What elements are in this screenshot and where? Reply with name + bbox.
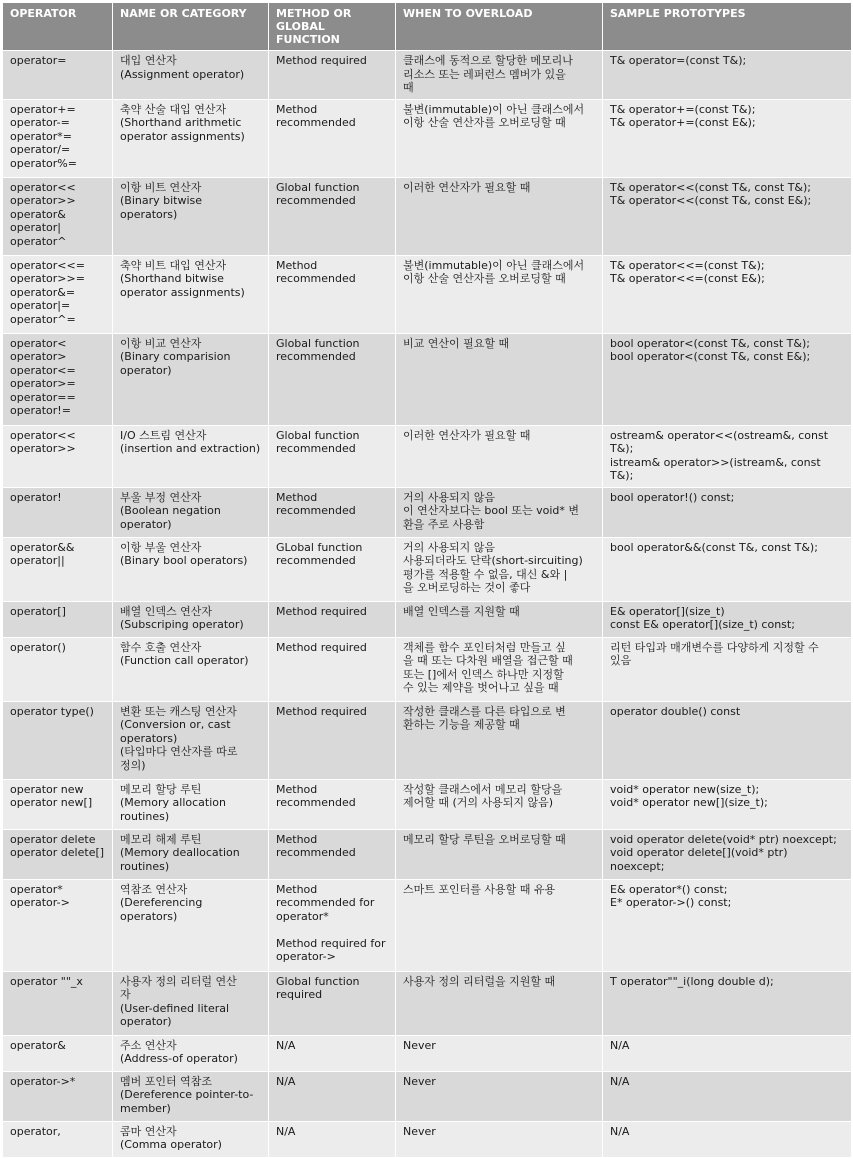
when-to-overload-cell: [396, 701, 603, 779]
operator-cell: [3, 99, 113, 177]
cell-text-line: operator<<=: [10, 258, 85, 272]
cell-text-line: operator ""_x: [10, 974, 83, 988]
operator-cell: [3, 879, 113, 971]
when-to-overload-cell: [396, 829, 603, 879]
sample-prototypes-cell: [603, 879, 852, 971]
operator-cell: [3, 333, 113, 425]
name-or-category-cell: [113, 1121, 269, 1157]
cell-text-line: N/A: [610, 1038, 630, 1052]
cell-text-line: operator new[]: [10, 796, 93, 809]
cell-text-line: operator->*: [10, 1074, 76, 1088]
sample-prototypes-cell: [603, 971, 852, 1035]
table-row: [3, 51, 852, 100]
cell-text-line: operator): [120, 363, 172, 377]
cell-text-line: void* operator new(size_t);: [610, 782, 760, 796]
operator-cell: [3, 1071, 113, 1121]
sample-prototypes-cell: [603, 1071, 852, 1121]
cell-text-line: operator(): [10, 640, 66, 654]
cell-text-line: Global function: [276, 428, 360, 442]
name-or-category-cell: [113, 971, 269, 1035]
sample-prototypes-cell: [603, 487, 852, 537]
cell-text-line: Method: [276, 258, 318, 272]
sample-prototypes-cell: [603, 1035, 852, 1071]
cell-text-line: 거의 사용되지 않음: [403, 490, 496, 504]
table-row: [3, 177, 852, 255]
cell-text-line: 때: [403, 81, 414, 94]
header-name-or-category: NAME OR CATEGORY: [113, 3, 269, 51]
operator-overloading-table: [2, 2, 852, 1158]
table-row: [3, 601, 852, 637]
name-or-category-cell: [113, 425, 269, 487]
cell-text-line: 사용자 정의 리터럴을 지원할 때: [403, 974, 556, 988]
cell-text-line: 주소 연산자: [120, 1038, 177, 1052]
cell-text-line: (Memory allocation: [120, 796, 226, 809]
cell-text-line: Method: [276, 102, 318, 116]
method-or-global-cell: [269, 971, 396, 1035]
operator-cell: [3, 637, 113, 701]
cell-text-line: T& operator=(const T&);: [610, 54, 747, 67]
cell-text-line: operator==: [10, 390, 76, 404]
sample-prototypes-cell: [603, 701, 852, 779]
name-or-category-cell: [113, 1071, 269, 1121]
cell-text-line: operator type(): [10, 704, 94, 718]
cell-text-line: operator>>: [10, 194, 76, 207]
cell-text-line: 배열 인덱스를 지원할 때: [403, 604, 520, 618]
cell-text-line: Method: [276, 490, 318, 504]
cell-text-line: operator>=: [10, 377, 76, 390]
cell-text-line: 이러한 연산자가 필요할 때: [403, 428, 531, 442]
sample-prototypes-cell: [603, 779, 852, 829]
name-or-category-cell: [113, 177, 269, 255]
cell-text-line: Method: [276, 882, 318, 896]
cell-text-line: operator||: [10, 554, 65, 567]
cell-text-line: operator): [120, 517, 172, 531]
cell-text-line: 클래스에 동적으로 할당한 메모리나: [403, 54, 573, 67]
when-to-overload-cell: [396, 1035, 603, 1071]
cell-text-line: 평가를 적용할 수 없음, 대신 &와 |: [403, 567, 568, 581]
table-row: [3, 829, 852, 879]
cell-text-line: (Address-of operator): [120, 1052, 238, 1065]
cell-text-line: T operator""_i(long double d);: [610, 974, 774, 988]
cell-text-line: Never: [403, 1074, 436, 1088]
cell-text-line: (Assignment operator): [120, 67, 245, 81]
cell-text-line: 메모리 할당 루틴을 오버로딩할 때: [403, 832, 566, 846]
cell-text-line: I/O 스트림 연산자: [120, 428, 207, 442]
cell-text-line: operator&: [10, 1038, 66, 1052]
method-or-global-cell: [269, 1071, 396, 1121]
header-row: [3, 3, 852, 51]
cell-text-line: (Binary bool operators): [120, 554, 248, 567]
table-row: [3, 1121, 852, 1157]
when-to-overload-cell: [396, 51, 603, 100]
cell-text-line: 이항 산술 연산자를 오버로딩할 때: [403, 116, 566, 129]
cell-text-line: 메모리 할당 루틴: [120, 782, 202, 796]
name-or-category-cell: [113, 487, 269, 537]
cell-text-line: 환을 주로 사용함: [403, 517, 485, 531]
header-operator: OPERATOR: [3, 3, 113, 51]
cell-text-line: 객체를 함수 포인터처럼 만들고 싶: [403, 640, 566, 654]
cell-text-line: operator>>=: [10, 272, 85, 285]
method-or-global-cell: [269, 601, 396, 637]
cell-text-line: operator delete: [10, 832, 96, 846]
when-to-overload-cell: [396, 99, 603, 177]
cell-text-line: (insertion and extraction): [120, 442, 261, 455]
cell-text-line: 콤마 연산자: [120, 1124, 177, 1138]
cell-text-line: operator double() const: [610, 704, 741, 718]
cell-text-line: 수 있는 제약을 벗어나고 싶을 때: [403, 681, 559, 694]
cell-text-line: (Binary bitwise operators): [120, 194, 206, 221]
cell-text-line: N/A: [276, 1038, 296, 1052]
header-method-or-global-function: METHOD OR GLOBAL FUNCTION: [269, 3, 396, 51]
sample-prototypes-cell: [603, 425, 852, 487]
method-or-global-cell: [269, 637, 396, 701]
cell-text-line: Global function: [276, 336, 360, 350]
when-to-overload-cell: [396, 971, 603, 1035]
cell-text-line: operator->: [276, 950, 336, 963]
cell-text-line: void operator delete(void* ptr) noexcept;: [610, 832, 837, 846]
method-or-global-cell: [269, 1035, 396, 1071]
cell-text-line: 을 오버로딩하는 것이 좋다: [403, 581, 531, 594]
operator-cell: [3, 425, 113, 487]
cell-text-line: operator^=: [10, 312, 76, 326]
cell-text-line: 함수 호출 연산자: [120, 640, 202, 654]
name-or-category-cell: [113, 1035, 269, 1071]
cell-text-line: istream& operator>>(istream&, const T&);: [610, 455, 825, 482]
cell-text-line: operator->: [10, 896, 70, 909]
cell-text-line: N/A: [276, 1124, 296, 1138]
when-to-overload-cell: [396, 537, 603, 601]
when-to-overload-cell: [396, 601, 603, 637]
cell-text-line: operators): [120, 731, 178, 745]
name-or-category-cell: [113, 51, 269, 100]
cell-text-line: recommended: [276, 554, 356, 567]
operator-cell: [3, 971, 113, 1035]
table-row: [3, 537, 852, 601]
cell-text-line: 이항 부울 연산자: [120, 540, 202, 554]
cell-text-line: 환하는 기능을 제공할 때: [403, 718, 520, 731]
sample-prototypes-cell: [603, 177, 852, 255]
cell-text-line: (Dereferencing operators): [120, 896, 206, 923]
cell-text-line: operator%=: [10, 156, 77, 170]
cell-text-line: 제어할 때 (거의 사용되지 않음): [403, 796, 554, 809]
cell-text-line: void operator delete[](void* ptr) noexcept;: [610, 846, 791, 873]
when-to-overload-cell: [396, 177, 603, 255]
cell-text-line: Method: [276, 832, 318, 846]
cell-text-line: (Conversion or, cast: [120, 718, 231, 731]
cell-text-line: (Boolean negation: [120, 504, 221, 517]
method-or-global-cell: [269, 51, 396, 100]
cell-text-line: operator assignments): [120, 129, 245, 143]
cell-text-line: recommended: [276, 504, 356, 517]
method-or-global-cell: [269, 99, 396, 177]
cell-text-line: operator=: [10, 54, 67, 67]
cell-text-line: (Dereference pointer-to-: [120, 1088, 254, 1101]
cell-text-line: 사용되더라도 단락(short-sircuiting): [403, 554, 583, 567]
cell-text-line: bool operator<(const T&, const E&);: [610, 350, 811, 363]
cell-text-line: 이항 비트 연산자: [120, 180, 202, 194]
cell-text-line: (Binary comparision: [120, 350, 231, 363]
cell-text-line: E& operator[](size_t): [610, 604, 725, 618]
cell-text-line: operator assignments): [120, 285, 245, 299]
method-or-global-cell: [269, 1121, 396, 1157]
cell-text-line: T& operator<<(const T&, const E&);: [610, 194, 812, 207]
cell-text-line: 이러한 연산자가 필요할 때: [403, 180, 531, 194]
cell-text-line: (Function call operator): [120, 654, 249, 667]
sample-prototypes-cell: [603, 99, 852, 177]
cell-text-line: operator!=: [10, 404, 71, 417]
cell-text-line: 축약 비트 대입 연산자: [120, 258, 227, 272]
operator-cell: [3, 51, 113, 100]
cell-text-line: Method required: [276, 704, 367, 718]
cell-text-line: 이항 비교 연산자: [120, 336, 202, 350]
sample-prototypes-cell: [603, 637, 852, 701]
cell-text-line: const E& operator[](size_t) const;: [610, 618, 795, 631]
cell-text-line: operator new: [10, 782, 84, 796]
when-to-overload-cell: [396, 637, 603, 701]
cell-text-line: operator/=: [10, 143, 71, 156]
name-or-category-cell: [113, 333, 269, 425]
cell-text-line: operator|: [10, 221, 62, 234]
method-or-global-cell: [269, 487, 396, 537]
cell-text-line: 이항 산술 연산자를 오버로딩할 때: [403, 272, 566, 285]
cell-text-line: operator,: [10, 1124, 61, 1138]
cell-text-line: N/A: [610, 1124, 630, 1138]
sample-prototypes-cell: [603, 537, 852, 601]
cell-text-line: (User-defined literal: [120, 1001, 230, 1015]
cell-text-line: operator<<: [10, 428, 76, 442]
cell-text-line: operator!: [10, 490, 62, 504]
table-header: [3, 3, 852, 51]
cell-text-line: operator-=: [10, 116, 70, 129]
operator-cell: [3, 255, 113, 333]
cell-text-line: T& operator<<(const T&, const T&);: [610, 180, 811, 194]
cell-text-line: operator<=: [10, 363, 76, 377]
cell-text-line: recommended for: [276, 896, 375, 909]
table-row: [3, 1071, 852, 1121]
cell-text-line: N/A: [276, 1074, 296, 1088]
when-to-overload-cell: [396, 1121, 603, 1157]
cell-text-line: 역참조 연산자: [120, 882, 188, 896]
cell-text-line: E* operator->() const;: [610, 896, 732, 909]
cell-text-line: (Shorthand arithmetic: [120, 116, 242, 129]
when-to-overload-cell: [396, 1071, 603, 1121]
name-or-category-cell: [113, 701, 269, 779]
cell-text-line: Method required: [276, 640, 367, 654]
cell-text-line: operator): [120, 1015, 172, 1028]
cell-text-line: Method required for: [276, 936, 386, 950]
sample-prototypes-cell: [603, 333, 852, 425]
cell-text-line: 메모리 해제 루틴: [120, 832, 202, 846]
method-or-global-cell: [269, 537, 396, 601]
when-to-overload-cell: [396, 879, 603, 971]
cell-text-line: operator>: [10, 350, 67, 363]
header-sample-prototypes: SAMPLE PROTOTYPES: [603, 3, 852, 51]
cell-text-line: (Comma operator): [120, 1138, 222, 1151]
cell-text-line: bool operator<(const T&, const T&);: [610, 336, 810, 350]
cell-text-line: ostream& operator<<(ostream&, const T&);: [610, 428, 832, 455]
cell-text-line: GLobal function: [276, 540, 363, 554]
table-row: [3, 487, 852, 537]
cell-text-line: 불변(immutable)이 아닌 클래스에서: [403, 258, 585, 272]
cell-text-line: Global function: [276, 974, 360, 988]
name-or-category-cell: [113, 537, 269, 601]
sample-prototypes-cell: [603, 255, 852, 333]
cell-text-line: 비교 연산이 필요할 때: [403, 336, 510, 350]
cell-text-line: 리턴 타입과 매개변수를 다양하게 지정할 수: [610, 640, 819, 654]
table-row: [3, 333, 852, 425]
operator-cell: [3, 487, 113, 537]
operator-cell: [3, 701, 113, 779]
cell-text-line: 배열 인덱스 연산자: [120, 604, 213, 618]
sample-prototypes-cell: [603, 51, 852, 100]
table-row: [3, 255, 852, 333]
cell-text-line: [276, 923, 388, 937]
sample-prototypes-cell: [603, 601, 852, 637]
cell-text-line: 작성한 클래스를 다른 타입으로 변: [403, 704, 566, 718]
name-or-category-cell: [113, 779, 269, 829]
sample-prototypes-cell: [603, 829, 852, 879]
cell-text-line: 변환 또는 캐스팅 연산자: [120, 704, 237, 718]
operator-cell: [3, 177, 113, 255]
table-row: [3, 971, 852, 1035]
header-when-to-overload: WHEN TO OVERLOAD: [396, 3, 603, 51]
cell-text-line: T& operator+=(const E&);: [610, 116, 756, 129]
cell-text-line: operator*: [10, 882, 63, 896]
cell-text-line: operator<<: [10, 180, 76, 194]
cell-text-line: routines): [120, 809, 170, 823]
when-to-overload-cell: [396, 487, 603, 537]
table-row: [3, 99, 852, 177]
name-or-category-cell: [113, 99, 269, 177]
method-or-global-cell: [269, 333, 396, 425]
cell-text-line: 이 연산자보다는 bool 또는 void* 변: [403, 504, 580, 517]
cell-text-line: recommended: [276, 116, 356, 129]
table-row: [3, 779, 852, 829]
cell-text-line: void* operator new[](size_t);: [610, 796, 768, 809]
cell-text-line: 있음: [610, 654, 632, 667]
cell-text-line: operator[]: [10, 604, 66, 618]
cell-text-line: operator*: [276, 909, 329, 923]
table-row: [3, 701, 852, 779]
when-to-overload-cell: [396, 333, 603, 425]
cell-text-line: T& operator+=(const T&);: [610, 102, 756, 116]
cell-text-line: bool operator&&(const T&, const T&);: [610, 540, 818, 554]
cell-text-line: T& operator<<=(const E&);: [610, 272, 765, 285]
cell-text-line: operator|=: [10, 299, 71, 312]
name-or-category-cell: [113, 637, 269, 701]
cell-text-line: (Subscriping operator): [120, 618, 244, 631]
when-to-overload-cell: [396, 779, 603, 829]
cell-text-line: (Memory deallocation: [120, 846, 240, 859]
cell-text-line: Never: [403, 1038, 436, 1052]
operator-cell: [3, 779, 113, 829]
table-row: [3, 637, 852, 701]
table-body: [3, 51, 852, 1158]
cell-text-line: required: [276, 988, 323, 1001]
cell-text-line: 불변(immutable)이 아닌 클래스에서: [403, 102, 585, 116]
cell-text-line: operator>>: [10, 442, 76, 455]
cell-text-line: (타입마다 연산자를 따로: [120, 745, 238, 758]
method-or-global-cell: [269, 779, 396, 829]
name-or-category-cell: [113, 829, 269, 879]
cell-text-line: 축약 산술 대입 연산자: [120, 102, 227, 116]
cell-text-line: 정의): [120, 758, 146, 772]
cell-text-line: 거의 사용되지 않음: [403, 540, 496, 554]
cell-text-line: N/A: [610, 1074, 630, 1088]
name-or-category-cell: [113, 601, 269, 637]
table-row: [3, 425, 852, 487]
cell-text-line: 멤버 포인터 역참조: [120, 1074, 213, 1088]
method-or-global-cell: [269, 879, 396, 971]
operator-cell: [3, 537, 113, 601]
cell-text-line: recommended: [276, 350, 356, 363]
cell-text-line: Never: [403, 1124, 436, 1138]
cell-text-line: operator^: [10, 234, 67, 248]
cell-text-line: operator<: [10, 336, 67, 350]
cell-text-line: recommended: [276, 272, 356, 285]
sample-prototypes-cell: [603, 1121, 852, 1157]
cell-text-line: Method required: [276, 604, 367, 618]
cell-text-line: 작성할 클래스에서 메모리 할당을: [403, 782, 563, 796]
cell-text-line: 스마트 포인터를 사용할 때 유용: [403, 882, 556, 896]
cell-text-line: bool operator!() const;: [610, 490, 735, 504]
cell-text-line: operator delete[]: [10, 846, 105, 859]
method-or-global-cell: [269, 255, 396, 333]
cell-text-line: operator&: [10, 207, 66, 221]
operator-cell: [3, 1035, 113, 1071]
cell-text-line: recommended: [276, 796, 356, 809]
method-or-global-cell: [269, 701, 396, 779]
table-row: [3, 879, 852, 971]
cell-text-line: member): [120, 1101, 171, 1115]
cell-text-line: Method required: [276, 54, 367, 67]
cell-text-line: recommended: [276, 846, 356, 859]
cell-text-line: operator&=: [10, 285, 76, 299]
cell-text-line: E& operator*() const;: [610, 882, 728, 896]
method-or-global-cell: [269, 829, 396, 879]
cell-text-line: 부울 부정 연산자: [120, 490, 202, 504]
when-to-overload-cell: [396, 255, 603, 333]
operator-cell: [3, 829, 113, 879]
table-row: [3, 1035, 852, 1071]
when-to-overload-cell: [396, 425, 603, 487]
operator-cell: [3, 1121, 113, 1157]
cell-text-line: 자: [120, 988, 131, 1001]
cell-text-line: routines): [120, 859, 170, 873]
operator-cell: [3, 601, 113, 637]
cell-text-line: operator*=: [10, 129, 73, 143]
cell-text-line: Method: [276, 782, 318, 796]
method-or-global-cell: [269, 177, 396, 255]
cell-text-line: operator+=: [10, 102, 76, 116]
cell-text-line: recommended: [276, 442, 356, 455]
cell-text-line: recommended: [276, 194, 356, 207]
cell-text-line: 리소스 또는 레퍼런스 멤버가 있을: [403, 67, 566, 81]
cell-text-line: 을 때 또는 다차원 배열을 접근할 때: [403, 654, 573, 667]
cell-text-line: (Shorthand bitwise: [120, 272, 224, 285]
method-or-global-cell: [269, 425, 396, 487]
cell-text-line: 사용자 정의 리터럴 연산: [120, 974, 237, 988]
cell-text-line: T& operator<<=(const T&);: [610, 258, 765, 272]
cell-text-line: 대입 연산자: [120, 54, 177, 67]
cell-text-line: 또는 []에서 인덱스 하나만 지정할: [403, 667, 564, 681]
cell-text-line: operator&&: [10, 540, 75, 554]
name-or-category-cell: [113, 879, 269, 971]
cell-text-line: Global function: [276, 180, 360, 194]
name-or-category-cell: [113, 255, 269, 333]
